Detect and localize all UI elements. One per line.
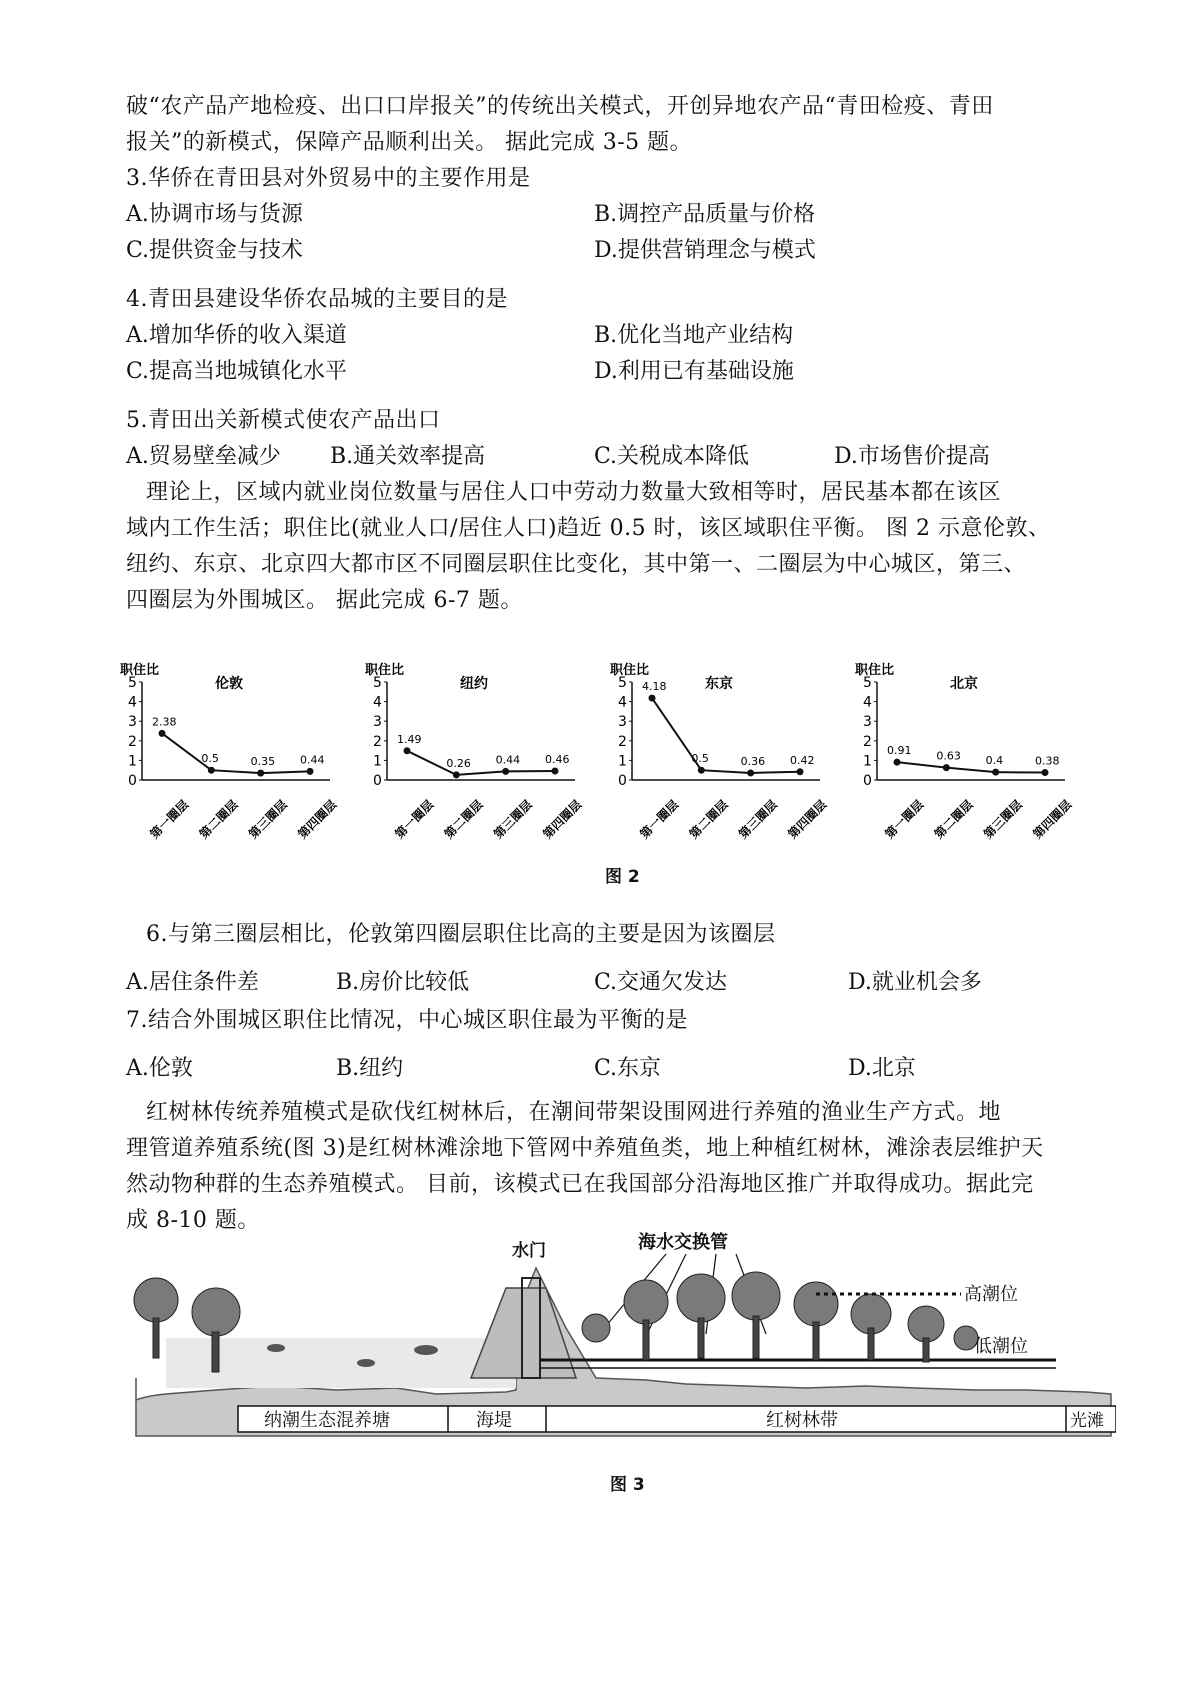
pipe-label: 海水交换管	[638, 1232, 728, 1253]
q7-option-c: C.东京	[594, 1056, 662, 1081]
q7-option-a: A.伦敦	[126, 1056, 193, 1081]
passage2-line-2: 域内工作生活；职住比(就业人口/居住人口)趋近 0.5 时，该区域职住平衡。 图 2 示意伦敦、	[126, 516, 1051, 541]
q6-option-c: C.交通欠发达	[594, 970, 728, 995]
chart-category-label: 第一圈层	[637, 797, 682, 842]
chart-y-tick-label: 3	[618, 714, 627, 731]
low-tide-label: 低潮位	[974, 1336, 1028, 1357]
chart-point	[404, 747, 411, 754]
chart-category-label: 第一圈层	[147, 797, 192, 842]
chart-point	[307, 768, 314, 775]
q6-option-d: D.就业机会多	[848, 970, 982, 995]
chart-point	[797, 768, 804, 775]
chart-data-label: 0.44	[300, 753, 325, 767]
chart-category-label: 第二圈层	[686, 797, 731, 842]
chart-point	[257, 770, 264, 777]
q3-option-b: B.调控产品质量与价格	[594, 202, 816, 227]
chart-ylabel: 职住比	[120, 663, 160, 678]
q3-stem: 3.华侨在青田县对外贸易中的主要作用是	[126, 166, 531, 191]
chart-point	[1042, 769, 1049, 776]
chart-y-tick-label: 2	[128, 733, 137, 750]
chart-data-label: 0.91	[887, 744, 912, 758]
chart-y-tick-label: 4	[128, 694, 137, 711]
chart-series-line	[162, 733, 310, 773]
chart-y-tick-label: 5	[618, 675, 627, 691]
chart-y-tick-label: 1	[618, 753, 627, 770]
q3-option-c: C.提供资金与技术	[126, 238, 304, 263]
chart-category-label: 第一圈层	[392, 797, 437, 842]
chart-y-tick-label: 0	[618, 773, 627, 789]
chart-y-tick-label: 1	[373, 753, 382, 770]
q7-stem: 7.结合外围城区职住比情况，中心城区职住最为平衡的是	[126, 1008, 688, 1033]
chart-ylabel: 职住比	[365, 663, 405, 678]
chart-title: 伦敦	[215, 676, 243, 692]
chart-y-tick-label: 3	[863, 714, 872, 731]
chart-point	[552, 767, 559, 774]
chart-data-label: 0.38	[1035, 754, 1060, 768]
passage3-line-1: 红树林传统养殖模式是砍伐红树林后，在潮间带架设围网进行养殖的渔业生产方式。地	[146, 1100, 1002, 1125]
intro-line-1: 破“农产品产地检疫、出口口岸报关”的传统出关模式，开创异地农产品“青田检疫、青田	[126, 94, 994, 119]
q5-stem: 5.青田出关新模式使农产品出口	[126, 408, 441, 433]
q3-option-d: D.提供营销理念与模式	[594, 238, 816, 263]
chart-category-label: 第四圈层	[540, 797, 585, 842]
chart-category-label: 第四圈层	[1030, 797, 1075, 842]
chart-data-label: 0.44	[495, 753, 521, 767]
chart-y-tick-label: 3	[373, 714, 382, 731]
chart-point	[502, 768, 509, 775]
chart-data-label: 4.18	[642, 680, 667, 694]
q5-option-b: B.通关效率提高	[330, 444, 486, 469]
chart-category-label: 第二圈层	[196, 797, 241, 842]
chart-data-label: 0.26	[446, 756, 471, 770]
gate-label: 水门	[512, 1241, 546, 1261]
chart-category-label: 第二圈层	[931, 797, 976, 842]
chart-point	[943, 764, 950, 771]
q5-option-c: C.关税成本降低	[594, 444, 750, 469]
chart-point	[747, 769, 754, 776]
chart-y-tick-label: 2	[863, 733, 872, 750]
passage2-line-1: 理论上，区域内就业岗位数量与居住人口中劳动力数量大致相等时，居民基本都在该区	[146, 480, 1002, 505]
q4-option-b: B.优化当地产业结构	[594, 323, 794, 348]
chart-y-tick-label: 5	[373, 675, 382, 691]
chart-y-tick-label: 5	[128, 675, 137, 691]
chart-y-tick-label: 4	[618, 694, 627, 711]
chart-data-label: 0.46	[545, 752, 570, 766]
chart-title: 纽约	[460, 676, 488, 692]
passage3-line-2: 理管道养殖系统(图 3)是红树林滩涂地下管网中养殖鱼类，地上种植红树林，滩涂表层维护天	[126, 1136, 1044, 1161]
q4-option-c: C.提高当地城镇化水平	[126, 359, 348, 384]
chart-category-label: 第二圈层	[441, 797, 486, 842]
chart-y-tick-label: 5	[863, 675, 872, 691]
chart-point	[208, 767, 215, 774]
chart-y-tick-label: 1	[128, 753, 137, 770]
chart-data-label: 0.5	[691, 752, 709, 766]
chart-series-line	[652, 698, 800, 773]
chart-point	[649, 695, 656, 702]
chart-category-label: 第三圈层	[246, 797, 290, 842]
intro-line-2: 报关”的新模式，保障产品顺利出关。 据此完成 3-5 题。	[126, 130, 693, 155]
chart-point	[698, 767, 705, 774]
q6-stem: 6.与第三圈层相比，伦敦第四圈层职住比高的主要是因为该圈层	[146, 922, 776, 947]
figure-2-charts	[120, 660, 1100, 850]
q3-option-a: A.协调市场与货源	[126, 202, 303, 227]
chart-y-tick-label: 3	[128, 714, 137, 731]
chart-y-tick-label: 4	[373, 694, 382, 711]
chart-series-line	[407, 751, 555, 775]
chart-category-label: 第三圈层	[981, 797, 1025, 842]
chart-title: 东京	[705, 676, 733, 692]
chart-series-line	[897, 762, 1045, 772]
chart-y-tick-label: 0	[863, 773, 872, 789]
chart-category-label: 第三圈层	[491, 797, 535, 842]
chart-category-label: 第四圈层	[295, 797, 340, 842]
figure-3-caption: 图 3	[610, 1475, 645, 1495]
chart-data-label: 0.35	[250, 755, 276, 769]
q7-option-b: B.纽约	[336, 1056, 404, 1081]
chart-y-tick-label: 4	[863, 694, 872, 711]
passage2-line-3: 纽约、东京、北京四大都市区不同圈层职住比变化，其中第一、二圈层为中心城区，第三、	[126, 552, 1027, 577]
q7-option-d: D.北京	[848, 1056, 916, 1081]
chart-data-label: 0.63	[936, 749, 961, 763]
chart-y-tick-label: 0	[373, 773, 382, 789]
zone-mangrove-label: 红树林带	[766, 1410, 838, 1431]
chart-data-label: 2.38	[152, 715, 177, 729]
q4-option-d: D.利用已有基础设施	[594, 359, 794, 384]
chart-data-label: 0.36	[740, 754, 766, 768]
chart-data-label: 0.5	[201, 752, 219, 766]
chart-data-label: 0.4	[985, 754, 1004, 768]
chart-point	[159, 730, 166, 737]
chart-title: 北京	[950, 676, 978, 692]
chart-y-tick-label: 1	[863, 753, 872, 770]
chart-y-tick-label: 2	[618, 733, 627, 750]
q5-option-d: D.市场售价提高	[834, 444, 990, 469]
chart-point	[453, 771, 460, 778]
chart-category-label: 第三圈层	[736, 797, 780, 842]
chart-y-tick-label: 2	[373, 733, 382, 750]
passage3-line-3: 然动物种群的生态养殖模式。 目前，该模式已在我国部分沿海地区推广并取得成功。据此完	[126, 1172, 1034, 1197]
chart-category-label: 第四圈层	[785, 797, 830, 842]
zone-flat-label: 光滩	[1070, 1411, 1104, 1431]
q6-option-b: B.房价比较低	[336, 970, 470, 995]
chart-category-label: 第一圈层	[882, 797, 927, 842]
high-tide-label: 高潮位	[964, 1284, 1018, 1305]
zone-pond-label: 纳潮生态混养塘	[264, 1410, 390, 1431]
q4-stem: 4.青田县建设华侨农品城的主要目的是	[126, 287, 508, 312]
sea-dyke	[471, 1288, 576, 1378]
figure-3-diagram	[126, 1228, 1116, 1458]
chart-data-label: 1.49	[397, 732, 422, 746]
chart-point	[992, 769, 999, 776]
chart-ylabel: 职住比	[855, 663, 895, 678]
chart-point	[894, 759, 901, 766]
q5-option-a: A.贸易壁垒减少	[126, 444, 281, 469]
zone-dyke-label: 海堤	[476, 1410, 512, 1431]
chart-y-tick-label: 0	[128, 773, 137, 789]
chart-ylabel: 职住比	[610, 663, 650, 678]
passage3-line-4: 成 8-10 题。	[126, 1208, 260, 1233]
passage2-line-4: 四圈层为外围城区。 据此完成 6-7 题。	[126, 588, 523, 613]
figure-2-caption: 图 2	[605, 867, 640, 887]
q6-option-a: A.居住条件差	[126, 970, 259, 995]
q4-option-a: A.增加华侨的收入渠道	[126, 323, 347, 348]
chart-data-label: 0.42	[790, 753, 815, 767]
